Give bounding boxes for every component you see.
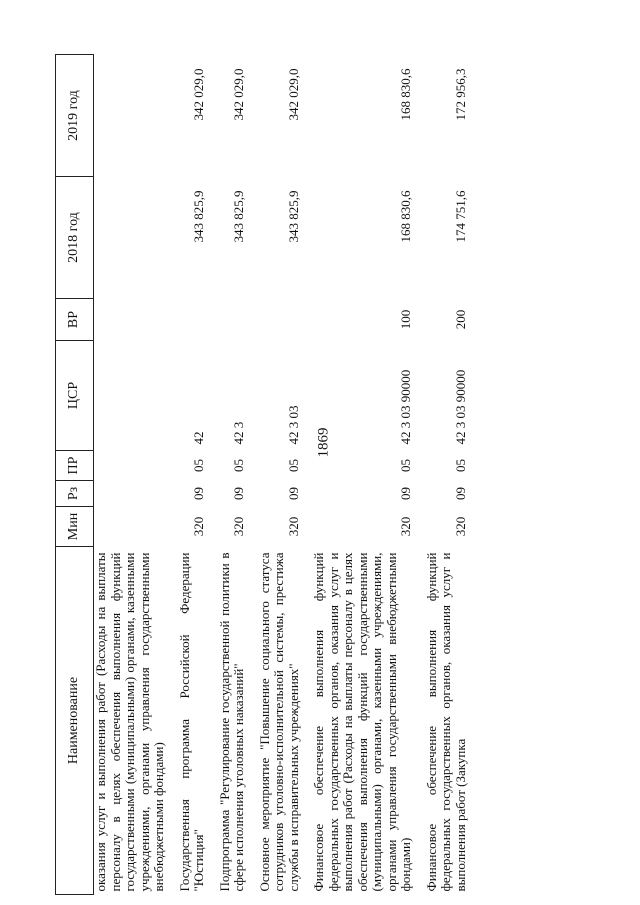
header-2019: 2019 год [56, 55, 94, 177]
row-min: 320 [452, 516, 468, 537]
row-vr [94, 299, 173, 341]
row-2019: 342 029,0 [191, 68, 206, 121]
row-2019: 342 029,0 [231, 68, 246, 121]
row-min: 320 [191, 516, 206, 537]
row-name: Финансовое обеспечение выполнения функций федеральных государственных органов, оказания услуг и выполнения работ (Закупка [423, 552, 468, 892]
row-rz [94, 481, 173, 507]
row-min: 320 [398, 516, 413, 537]
row-min [94, 507, 173, 547]
header-vr: ВР [56, 299, 94, 341]
budget-table [55, 54, 474, 895]
row-vr: 100 [398, 309, 413, 330]
row-name: Основное мероприятие "Повышение социального статуса сотрудников уголовно-исполнительной системы, престижа службы в исправительных учреждениях" [256, 552, 301, 892]
row-vr [173, 299, 213, 341]
row-pr: 05 [191, 459, 206, 472]
row-vr [213, 299, 253, 341]
row-csr: 42 [191, 431, 206, 445]
table-row [213, 55, 253, 895]
header-csr: ЦСР [56, 341, 94, 451]
row-pr: 05 [285, 459, 301, 472]
row-csr: 42 3 03 90000 [398, 369, 413, 445]
row-2018: 343 825,9 [285, 190, 301, 243]
table-row [307, 55, 420, 895]
row-csr: 42 3 03 90000 [452, 369, 468, 445]
row-name: Финансовое обеспечение выполнения функций федеральных государственных органов, оказания услуг и выполнения работ (Расходы на выплаты персоналу в целях обеспечения выполнения функций государственными (муниципальными) органами, казенными учреждениями, органами управления государственными внебюджетными фондами) [311, 552, 413, 892]
row-min: 320 [285, 516, 301, 537]
row-min: 320 [231, 516, 246, 537]
page-number: 1869 [315, 427, 332, 458]
row-2018: 343 825,9 [191, 190, 206, 243]
row-rz: 09 [452, 487, 468, 500]
row-pr: 05 [398, 459, 413, 472]
row-rz: 09 [285, 487, 301, 500]
table-row [173, 55, 213, 895]
budget-table-wrapper [55, 55, 590, 895]
row-vr [253, 299, 308, 341]
table-row [253, 55, 308, 895]
row-rz: 09 [191, 487, 206, 500]
row-2018: 168 830,6 [398, 190, 413, 243]
row-pr: 05 [452, 459, 468, 472]
row-pr: 05 [231, 459, 246, 472]
row-csr: 42 3 03 [285, 405, 301, 445]
row-2018 [94, 177, 173, 299]
row-rz: 09 [231, 487, 246, 500]
header-rz: Рз [56, 481, 94, 507]
row-2018: 174 751,6 [452, 190, 468, 243]
row-rz: 09 [398, 487, 413, 500]
table-row [94, 55, 173, 895]
header-2018: 2018 год [56, 177, 94, 299]
row-pr [94, 451, 173, 481]
row-csr: 42 3 [231, 421, 246, 445]
row-csr [94, 341, 173, 451]
row-name: Государственная программа Российской Федерации "Юстиция" [176, 552, 206, 892]
row-2018: 343 825,9 [231, 190, 246, 243]
row-2019: 172 956,3 [452, 68, 468, 121]
header-name: Наименование [56, 547, 94, 895]
header-pr: ПР [56, 451, 94, 481]
row-name: оказания услуг и выполнения работ (Расходы на выплаты персоналу в целях обеспечения выполнения функций государственными (муниципальными) органами, казенными учреждениями, органами управления государственными внебюджетными фондами) [93, 552, 166, 892]
row-vr: 200 [452, 309, 468, 330]
row-2019: 342 029,0 [285, 68, 301, 121]
header-min: Мин [56, 507, 94, 547]
row-2019 [94, 55, 173, 177]
table-header-row [56, 55, 94, 895]
row-2019: 168 830,6 [398, 68, 413, 121]
table-row [420, 55, 475, 895]
row-name: Подпрограмма "Регулирование государственной политики в сфере исполнения уголовных наказаний" [216, 552, 246, 892]
rotated-page [55, 55, 590, 895]
